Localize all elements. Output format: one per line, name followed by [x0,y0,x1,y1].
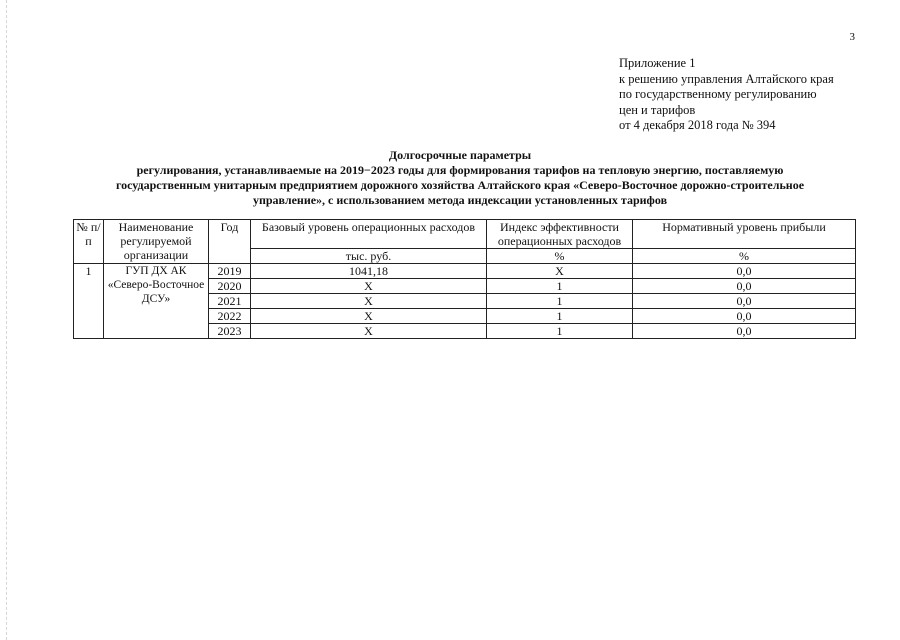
header-efficiency-index: Индекс эффективности операционных расходов [487,220,633,249]
cell-profit: 0,0 [633,324,856,339]
header-base-level: Базовый уровень операционных расходов [251,220,487,249]
annex-line: Приложение 1 [619,56,696,70]
header-organization: Наименование регулируемой организации [104,220,209,264]
title-line: государственным унитарным предприятием дорожного хозяйства Алтайского края «Северо-Восточное дорожно-строительное [115,178,805,192]
header-year: Год [209,220,251,264]
cell-base: X [251,324,487,339]
page-left-edge [6,0,7,640]
annex-line: от 4 декабря 2018 года № 394 [619,118,776,132]
cell-profit: 0,0 [633,309,856,324]
unit-base: тыс. руб. [251,249,487,264]
organization-name: ГУП ДХ АК «Северо-Восточное ДСУ» [104,264,209,339]
header-num: № п/п [74,220,104,264]
cell-base: 1041,18 [251,264,487,279]
cell-year: 2022 [209,309,251,324]
title-line: регулирования, устанавливаемые на 2019−2023 годы для формирования тарифов на тепловую энергию, поставляемую [136,163,784,177]
title-line: управление», с использованием метода индексации установленных тарифов [252,193,668,207]
cell-index: X [487,264,633,279]
unit-index: % [487,249,633,264]
cell-base: X [251,309,487,324]
annex-line: к решению управления Алтайского края [619,71,834,86]
page-number: 3 [849,31,855,43]
cell-index: 1 [487,309,633,324]
annex-line: цен и тарифов [619,102,696,117]
annex-block [619,56,834,134]
document-title [60,148,860,208]
unit-profit: % [633,249,856,264]
row-number: 1 [74,264,104,339]
cell-index: 1 [487,294,633,309]
title-line: Долгосрочные параметры [388,148,532,162]
cell-year: 2021 [209,294,251,309]
header-profit-level: Нормативный уровень прибыли [633,220,856,249]
cell-year: 2020 [209,279,251,294]
cell-profit: 0,0 [633,294,856,309]
cell-year: 2023 [209,324,251,339]
cell-profit: 0,0 [633,279,856,294]
annex-line: по государственному регулированию [619,87,817,101]
table-header-row [74,220,856,249]
cell-profit: 0,0 [633,264,856,279]
cell-year: 2019 [209,264,251,279]
cell-index: 1 [487,324,633,339]
cell-index: 1 [487,279,633,294]
table-row [74,264,856,279]
parameters-table [73,219,856,339]
cell-base: X [251,279,487,294]
cell-base: X [251,294,487,309]
